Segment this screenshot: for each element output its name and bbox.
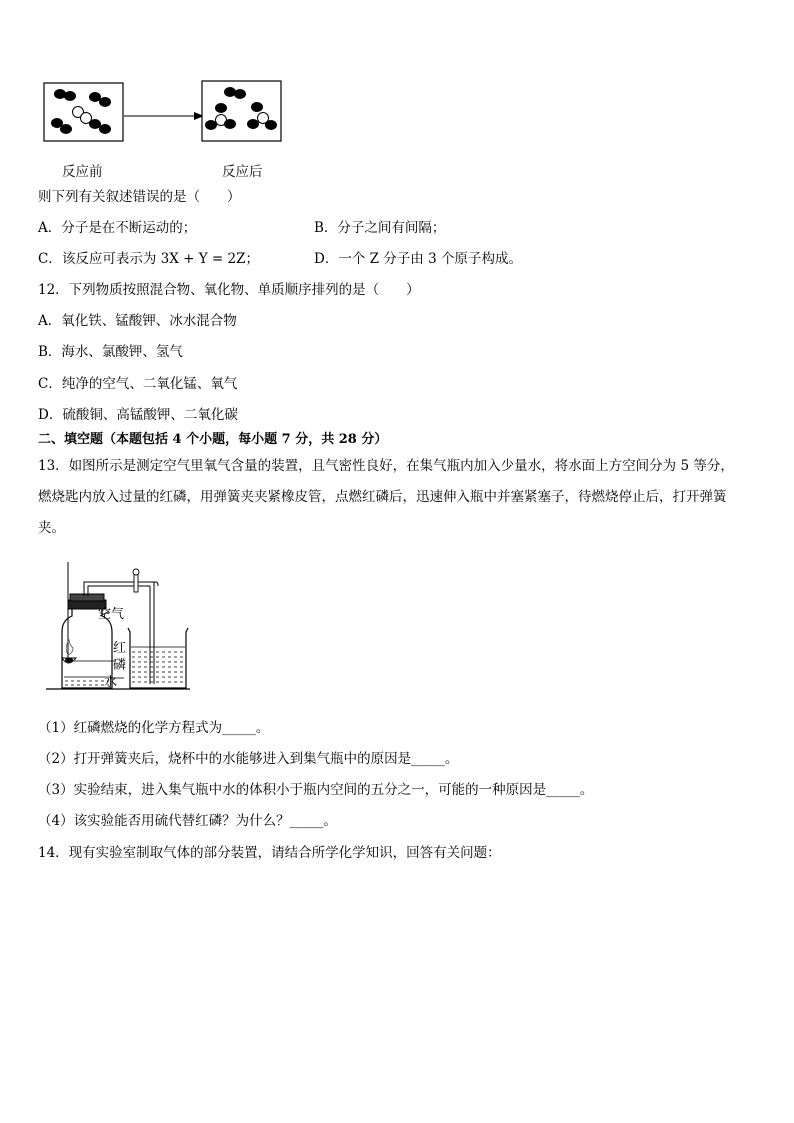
oxygen-apparatus-diagram — [40, 560, 200, 695]
q11-stem: 则下列有关叙述错误的是（ ） — [38, 189, 241, 205]
q12-option-a: A．氧化铁、锰酸钾、冰水混合物 — [38, 313, 237, 329]
q13-sub2: （2）打开弹簧夹后，烧杯中的水能够进入到集气瓶中的原因是_____。 — [38, 751, 459, 767]
q12-option-b: B．海水、氯酸钾、氢气 — [38, 344, 183, 360]
label-phosphorus: 磷 — [113, 658, 127, 673]
section-heading: 二、填空题（本题包括 4 个小题，每小题 7 分，共 28 分） — [38, 432, 388, 447]
reaction-after-box — [201, 80, 283, 144]
q12-stem: 12．下列物质按照混合物、氧化物、单质顺序排列的是（ ） — [38, 282, 420, 298]
q12-option-d: D．硫酸铜、高锰酸钾、二氧化碳 — [38, 407, 238, 423]
reaction-before-box — [43, 82, 125, 144]
q13-sub1: （1）红磷燃烧的化学方程式为_____。 — [38, 720, 270, 736]
after-caption: 反应后 — [222, 164, 263, 180]
q11-option-a: A．分子是在不断运动的； — [38, 220, 197, 236]
label-red: 红 — [113, 641, 127, 656]
q11-option-c: C．该反应可表示为 3X + Y = 2Z； — [38, 251, 259, 267]
q12-option-c: C．纯净的空气、二氧化锰、氧气 — [38, 376, 238, 392]
label-water: 水 — [104, 675, 118, 690]
label-air: 空气 — [98, 607, 125, 622]
q11-option-d: D．一个 Z 分子由 3 个原子构成。 — [314, 251, 522, 267]
q14-stem: 14．现有实验室制取气体的部分装置，请结合所学化学知识，回答有关问题： — [38, 845, 501, 861]
q11-option-b: B．分子之间有间隔； — [314, 220, 446, 236]
q13-text-line3: 夹。 — [38, 520, 65, 536]
before-caption: 反应前 — [62, 164, 103, 180]
q13-sub4: （4）该实验能否用硫代替红磷？为什么？_____。 — [38, 813, 337, 829]
q13-text-line2: 燃烧匙内放入过量的红磷，用弹簧夹夹紧橡皮管，点燃红磷后，迅速伸入瓶中并塞紧塞子，待燃烧停止后，打开弹簧 — [38, 489, 727, 505]
q13-sub3: （3）实验结束，进入集气瓶中水的体积小于瓶内空间的五分之一，可能的一种原因是_____。 — [38, 782, 594, 798]
reaction-arrow — [124, 110, 206, 122]
q13-text-line1: 13．如图所示是测定空气里氧气含量的装置，且气密性良好，在集气瓶内加入少量水，将水面上方空间分为 5 等分， — [38, 458, 734, 474]
